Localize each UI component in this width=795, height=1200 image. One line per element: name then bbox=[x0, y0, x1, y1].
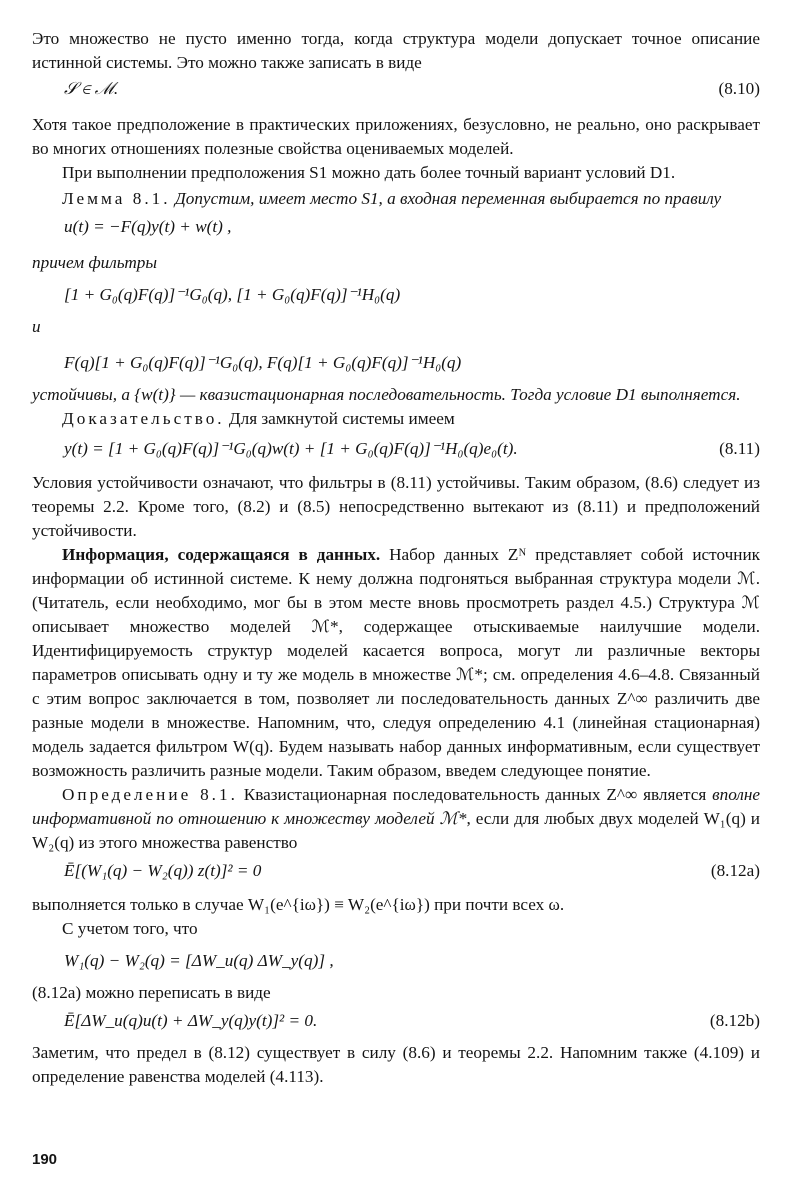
equation-number: (8.10) bbox=[718, 79, 760, 98]
proof-text: Для замкнутой системы имеем bbox=[228, 409, 455, 428]
equation-number: (8.12a) bbox=[710, 861, 760, 880]
equation-8-12a bbox=[32, 859, 760, 883]
equation-u: u(t) = −F(q)y(t) + w(t) , bbox=[64, 217, 232, 236]
filters-intro: причем фильтры bbox=[32, 253, 157, 272]
section-heading: Информация, содержащаяся в данных. bbox=[62, 545, 381, 564]
lemma-8-1 bbox=[32, 187, 760, 211]
conjunction-and: и bbox=[32, 317, 41, 336]
page-body bbox=[32, 27, 760, 1089]
lemma-heading: Лемма 8.1. bbox=[62, 189, 171, 208]
definition-8-1 bbox=[32, 783, 760, 855]
paragraph-given: С учетом того, что bbox=[62, 919, 198, 938]
definition-heading: Определение 8.1. bbox=[62, 785, 238, 804]
equation-text: Ē[ΔW_u(q)u(t) + ΔW_y(q)y(t)]² = 0. bbox=[64, 1011, 318, 1030]
proof-heading: Доказательство. bbox=[62, 409, 225, 428]
equation-number: (8.12b) bbox=[709, 1011, 760, 1030]
equation-8-12b bbox=[32, 1009, 760, 1033]
paragraph-condition: выполняется только в случае W₁(e^{iω}) ≡ W₂(e^{iω}) при почти всех ω. bbox=[32, 895, 565, 914]
equation-w-difference: W₁(q) − W₂(q) = [ΔW_u(q) ΔW_y(q)] , bbox=[64, 951, 334, 970]
proof bbox=[32, 407, 760, 431]
paragraph-stability: Условия устойчивости означают, что фильтры в (8.11) устойчивы. Таким образом, (8.6) следует из теоремы 2.2. Кроме того, (8.2) и (8.5) непосредственно вытекают из (8.11) и предположений устойчивости. bbox=[32, 473, 760, 540]
equation-text: Ē[(W₁(q) − W₂(q)) z(t)]² = 0 bbox=[64, 861, 262, 880]
paragraph-rewrite: (8.12a) можно переписать в виде bbox=[32, 983, 271, 1002]
lemma-text: Допустим, имеет место S1, а входная переменная выбирается по правилу bbox=[174, 189, 722, 208]
equation-8-10 bbox=[32, 77, 760, 101]
equation-text: y(t) = [1 + G₀(q)F(q)]⁻¹G₀(q)w(t) + [1 + G₀(q)F(q)]⁻¹H₀(q)e₀(t). bbox=[64, 439, 518, 458]
equation-filters-2: F(q)[1 + G₀(q)F(q)]⁻¹G₀(q), F(q)[1 + G₀(q)F(q)]⁻¹H₀(q) bbox=[64, 353, 462, 372]
paragraph-intro: Это множество не пусто именно тогда, когда структура модели допускает точное описание истинной системы. Это можно также записать в виде bbox=[32, 29, 760, 72]
definition-text-c: , если для любых двух моделей W₁(q) и W₂(q) из этого множества равенство bbox=[32, 809, 760, 852]
paragraph-s1: При выполнении предположения S1 можно дать более точный вариант условий D1. bbox=[62, 163, 676, 182]
paragraph-note: Заметим, что предел в (8.12) существует в силу (8.6) и теоремы 2.2. Напомним также (4.109) и определение равенства моделей (4.113). bbox=[32, 1043, 760, 1086]
equation-8-11 bbox=[32, 437, 760, 461]
equation-number: (8.11) bbox=[719, 439, 760, 458]
equation-text: 𝒮 ∈ ℳ. bbox=[64, 79, 119, 98]
definition-text-a: Квазистационарная последовательность данных Z^∞ является bbox=[243, 785, 707, 804]
lemma-conclusion: устойчивы, а {w(t)} — квазистационарная последовательность. Тогда условие D1 выполняется. bbox=[32, 385, 741, 404]
page-number: 190 bbox=[32, 1151, 58, 1168]
definition-term: вполне информативной по отношению к множеству моделей ℳ* bbox=[32, 785, 761, 828]
equation-filters-1: [1 + G₀(q)F(q)]⁻¹G₀(q), [1 + G₀(q)F(q)]⁻¹H₀(q) bbox=[64, 285, 401, 304]
section-text: Набор данных Zᴺ представляет собой источник информации об истинной системе. К нему должна подгоняться выбранная структура модели ℳ. (Читатель, если необходимо, мог бы в этом месте вновь просмотреть раздел 4.5.) Структура ℳ описывает множество моделей ℳ*, содержащее отыскиваемые наилучшие модели. Идентифицируемость структур моделей касается вопроса, могут ли различные векторы параметров описывать одну и ту же модель в множестве ℳ*; см. определения 4.6–4.8. Связанный с этим вопрос заключается в том, позволяет ли последовательность данных Z^∞ различить две разные модели в множестве. Напомним, что, следуя определению 4.1 (линейная стационарная) модель задается фильтром W(q). Будем называть набор данных информативным, если существует возможность различить разные модели. Таким образом, введем следующее понятие. bbox=[32, 545, 760, 780]
paragraph-information bbox=[32, 543, 760, 783]
paragraph-assumption: Хотя такое предположение в практических приложениях, безусловно, не реально, оно раскрывает во многих отношениях полезные свойства оцениваемых моделей. bbox=[32, 115, 760, 158]
